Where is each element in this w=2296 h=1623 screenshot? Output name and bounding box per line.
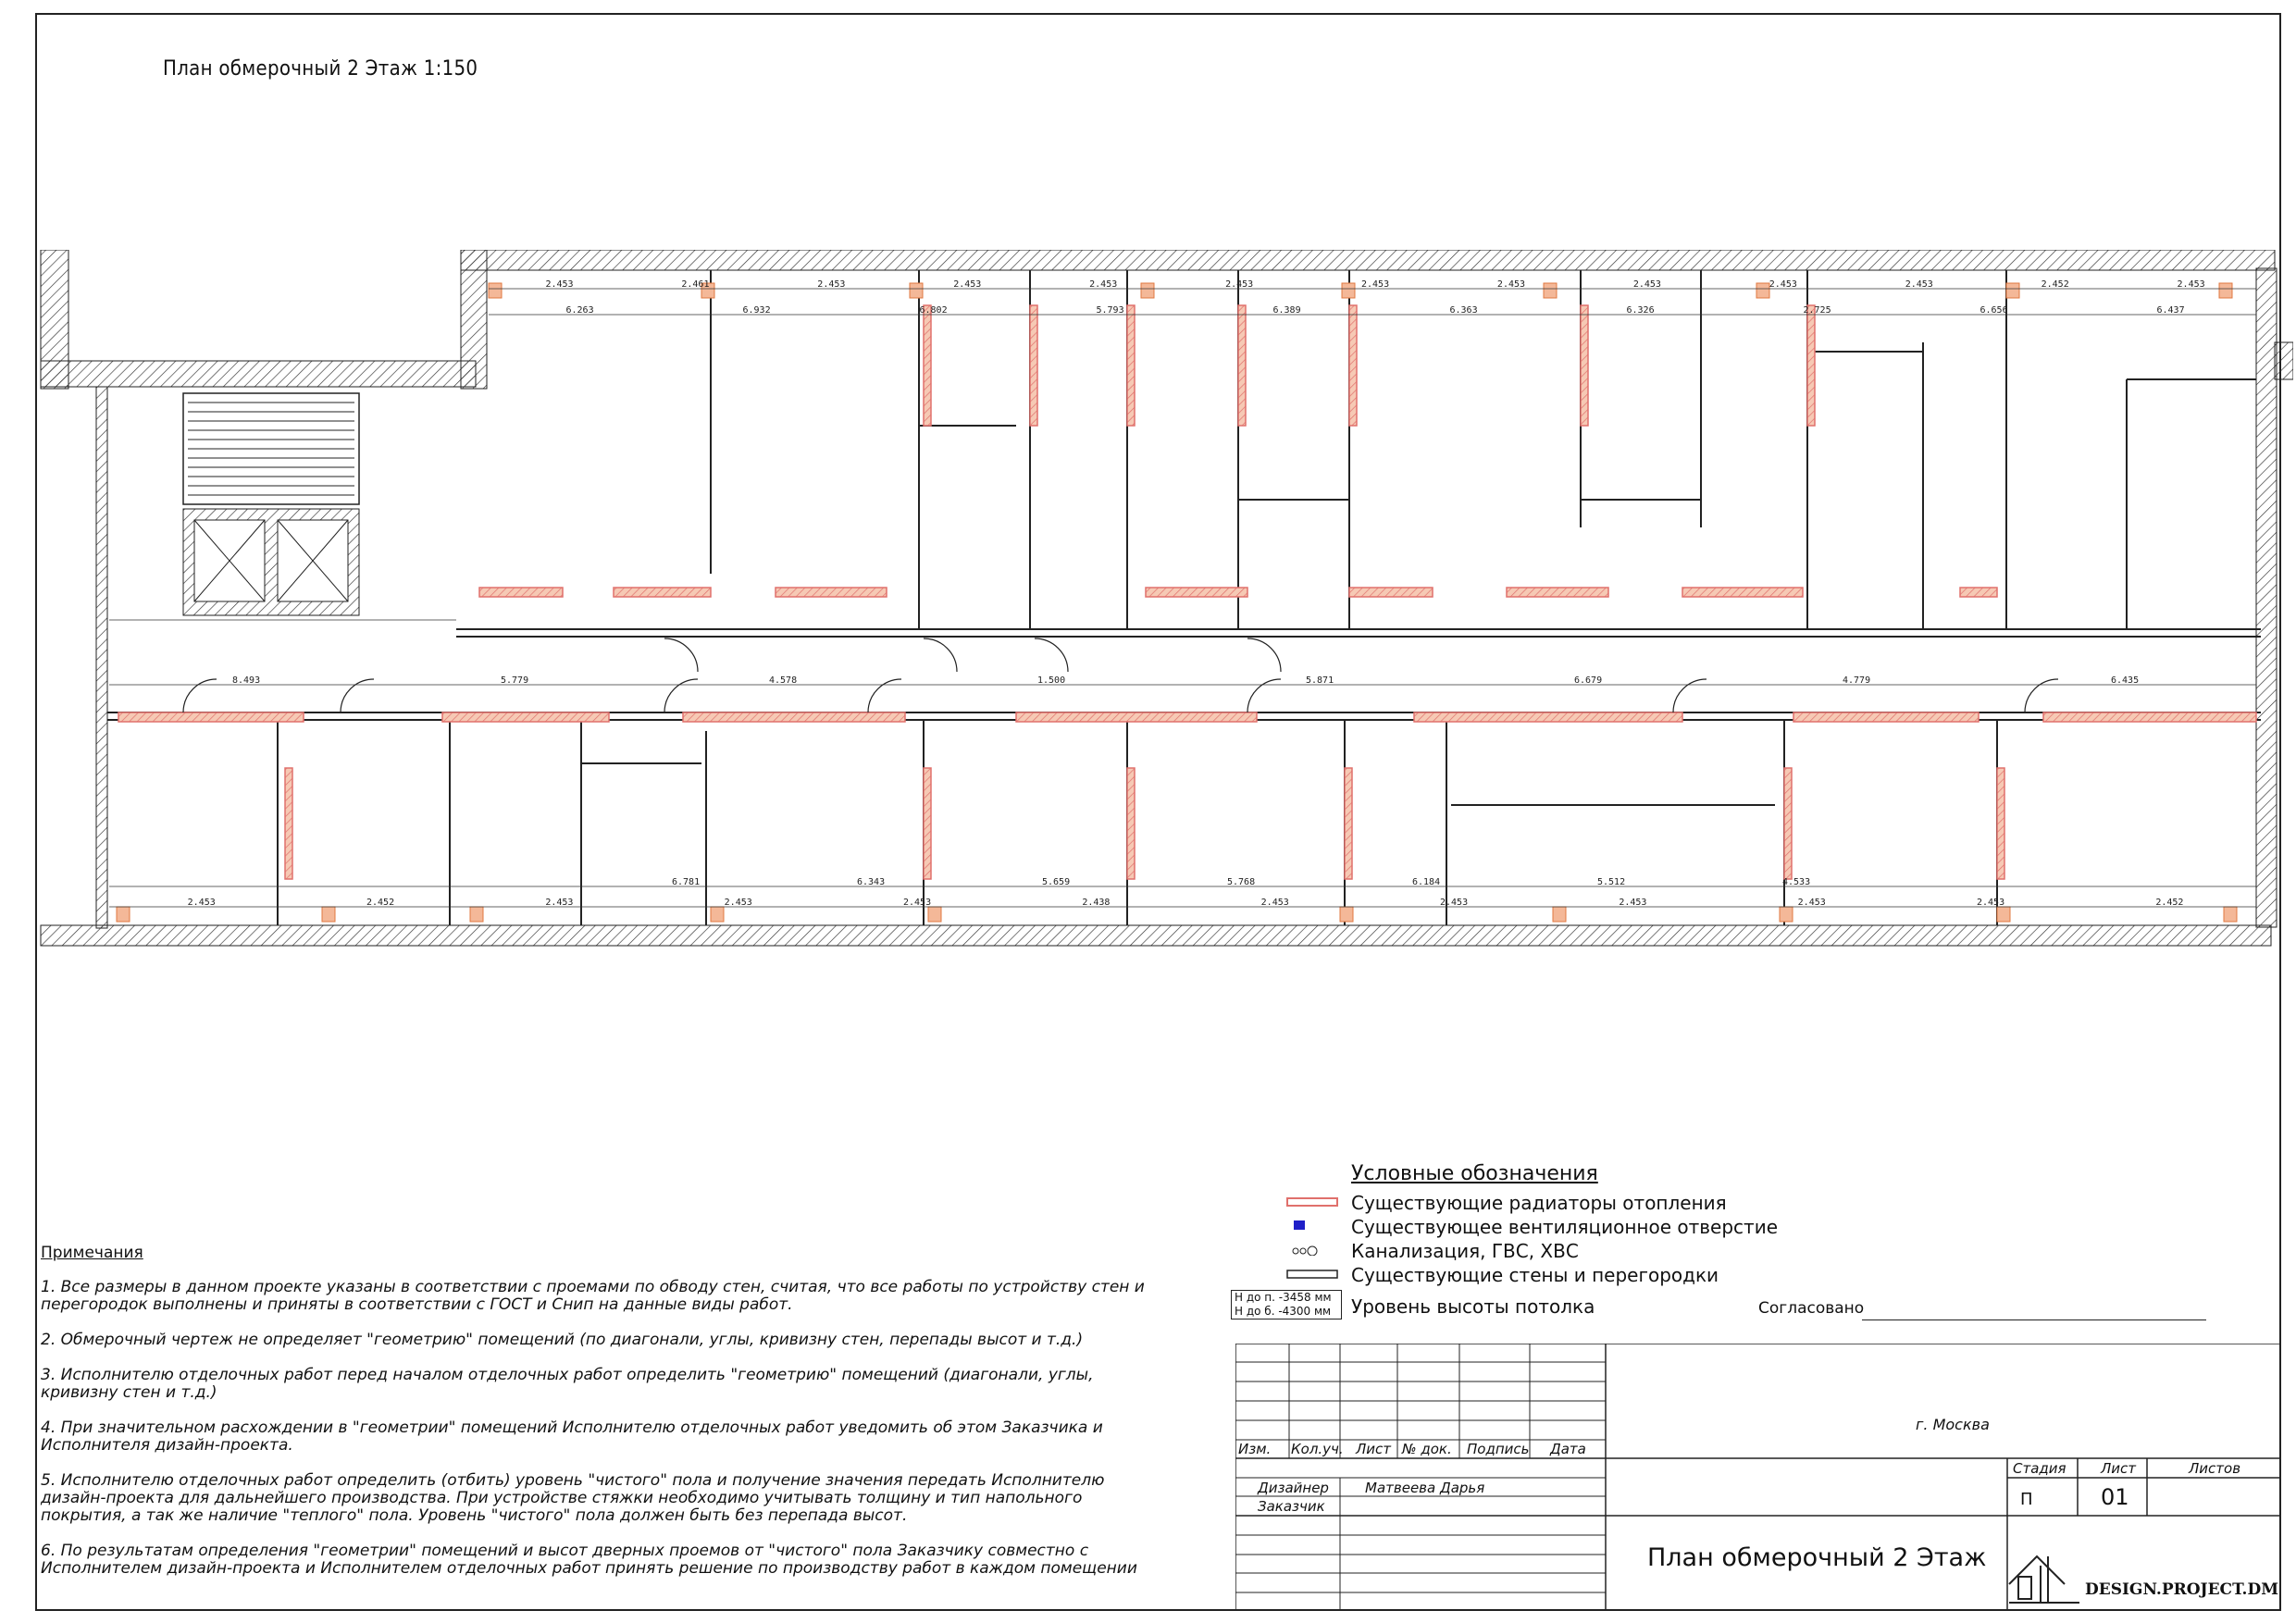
dimension-label: 5.659 [1042,877,1071,887]
dimension-label: 2.453 [1440,898,1469,908]
col-kol: Кол.уч. [1291,1441,1344,1457]
stage-value: П [2020,1490,2033,1509]
dimension-label: 2.453 [2177,279,2205,290]
dimension-label: 6.802 [919,305,948,316]
col-sign: Подпись [1467,1441,1530,1457]
dimension-label: 5.793 [1096,305,1124,316]
legend-title: Условные обозначения [1351,1162,1598,1185]
col-date: Дата [1550,1441,1586,1457]
dimension-label: 2.453 [1797,898,1826,908]
dimension-label: 2.453 [1361,279,1390,290]
dimension-label: 2.452 [2155,898,2184,908]
dimension-label: 5.871 [1306,675,1334,686]
dimension-label: 2.453 [1619,898,1647,908]
dimension-label: 4.779 [1843,675,1871,686]
sheet-label: Лист [2101,1460,2137,1477]
stair-core [183,393,359,615]
note-6: 6. По результатам определения "геометрии" помещений и высот дверных проемов от "чистого" пола Заказчику совместно с Исполнителем дизайн-проекта и Исполнителем отделочных работ принять решение по производству работ в каждом помещении [41,1542,1137,1578]
dimension-label: 6.343 [857,877,886,887]
dimension-label: 2.453 [1225,279,1254,290]
dimension-label: 6.435 [2111,675,2140,686]
dimension-label: 6.363 [1449,305,1478,316]
dimension-label: 2.453 [545,279,574,290]
dimension-label: 1.500 [1037,675,1066,686]
designer-name: Матвеева Дарья [1365,1480,1485,1496]
dimension-label: 6.184 [1412,877,1441,887]
note-2: 2. Обмерочный чертеж не определяет "геометрию" помещений (по диагонали, углы, кривизну стен, перепады высот и т.д.) [41,1331,1084,1349]
dimension-label: 2.453 [187,898,216,908]
note-1: 1. Все размеры в данном проекте указаны в соответствии с проемами по обводу стен, считая, что все работы по устройству стен и перегородок выполнены и приняты в соответствии с ГОСТ и Снип на данные виды работ. [41,1278,1145,1314]
city: г. Москва [1916,1416,1990,1433]
title-block [1235,1344,2281,1611]
dimension-label: 6.781 [672,877,701,887]
dimension-label: 4.533 [1782,877,1811,887]
dimension-label: 5.512 [1597,877,1626,887]
company-logo-icon [2009,1556,2079,1603]
floor-plan [35,250,2293,972]
dimension-label: 2.725 [1803,305,1831,316]
approval-label: Согласовано [1758,1299,1865,1318]
col-doc: № док. [1402,1441,1452,1457]
dimension-label: 2.453 [1977,898,2005,908]
dimension-label: 2.452 [2041,279,2069,290]
dimension-label: 2.453 [953,279,982,290]
notes-block [41,1245,1151,1595]
dimension-label: 2.453 [1260,898,1289,908]
dimension-label: 6.263 [565,305,594,316]
dimension-label: 6.437 [2156,305,2185,316]
notes-heading: Примечания [41,1244,143,1262]
dimension-label: 6.326 [1626,305,1655,316]
corridor-walls [107,629,2261,720]
designer-label: Дизайнер [1258,1480,1329,1496]
customer-label: Заказчик [1258,1498,1325,1515]
dimension-label: 5.779 [501,675,529,686]
dimension-label: 2.453 [1632,279,1661,290]
dimension-label: 2.461 [681,279,710,290]
sheet-title: План обмерочный 2 Этаж [1647,1543,1987,1572]
dimension-label: 6.389 [1272,305,1301,316]
vent-icon [1286,1220,1338,1232]
south-partitions [278,720,1997,925]
col-izm: Изм. [1238,1441,1272,1457]
company-logo-text: DESIGN.PROJECT.DM [2085,1580,2279,1599]
dimension-label: 6.656 [1980,305,2008,316]
stage-label: Стадия [2013,1460,2066,1477]
ceiling-tag: Н до п. -3458 мм Н до б. -4300 мм [1231,1290,1342,1319]
dimension-label: 2.438 [1082,898,1111,908]
dimension-label: 8.493 [232,675,261,686]
dimension-label: 6.679 [1574,675,1603,686]
dimension-label: 2.453 [903,898,932,908]
plumbing-icon [1286,1245,1338,1256]
note-5: 5. Исполнителю отделочных работ определить (отбить) уровень "чистого" пола и получение значения передать Исполнителю дизайн-проекта для дальнейшего производства. При устройстве стяжки необходимо учитывать толщину и тип напольного покрытия, а так же наличие "теплого" пола. Уровень "чистого" пола должен быть без перепада высот. [41,1471,1105,1525]
radiators [118,305,2256,879]
radiator-icon [1286,1196,1338,1208]
approval-line [1862,1319,2206,1320]
north-partitions [711,270,2256,629]
dimension-label: 2.453 [1496,279,1526,290]
dimension-label: 2.453 [545,898,574,908]
dimension-label: 2.453 [724,898,752,908]
dimension-label: 4.578 [769,675,798,686]
sheet-value: 01 [2101,1484,2129,1510]
dimension-label: 6.932 [742,305,771,316]
dimension-label: 2.453 [1905,279,1933,290]
dimension-label: 2.453 [1089,279,1118,290]
outer-walls [41,250,2293,946]
dimension-label: 5.768 [1227,877,1256,887]
dimension-label: 2.453 [817,279,846,290]
dimension-label: 2.453 [1769,279,1797,290]
sheets-label: Листов [2189,1460,2241,1477]
dimension-label: 2.452 [366,898,395,908]
note-3: 3. Исполнителю отделочных работ перед началом отделочных работ определить "геометрию" помещений (диагонали, углы, кривизну стен и т.д.) [41,1366,1094,1402]
col-list: Лист [1356,1441,1392,1457]
wall-icon [1286,1269,1338,1280]
door-swings [183,638,2058,712]
note-4: 4. При значительном расхождении в "геометрии" помещений Исполнителю отделочных работ уведомить об этом Заказчика и Исполнителя дизайн-проекта. [41,1419,1103,1455]
drawing-title: План обмерочный 2 Этаж 1:150 [163,57,478,81]
